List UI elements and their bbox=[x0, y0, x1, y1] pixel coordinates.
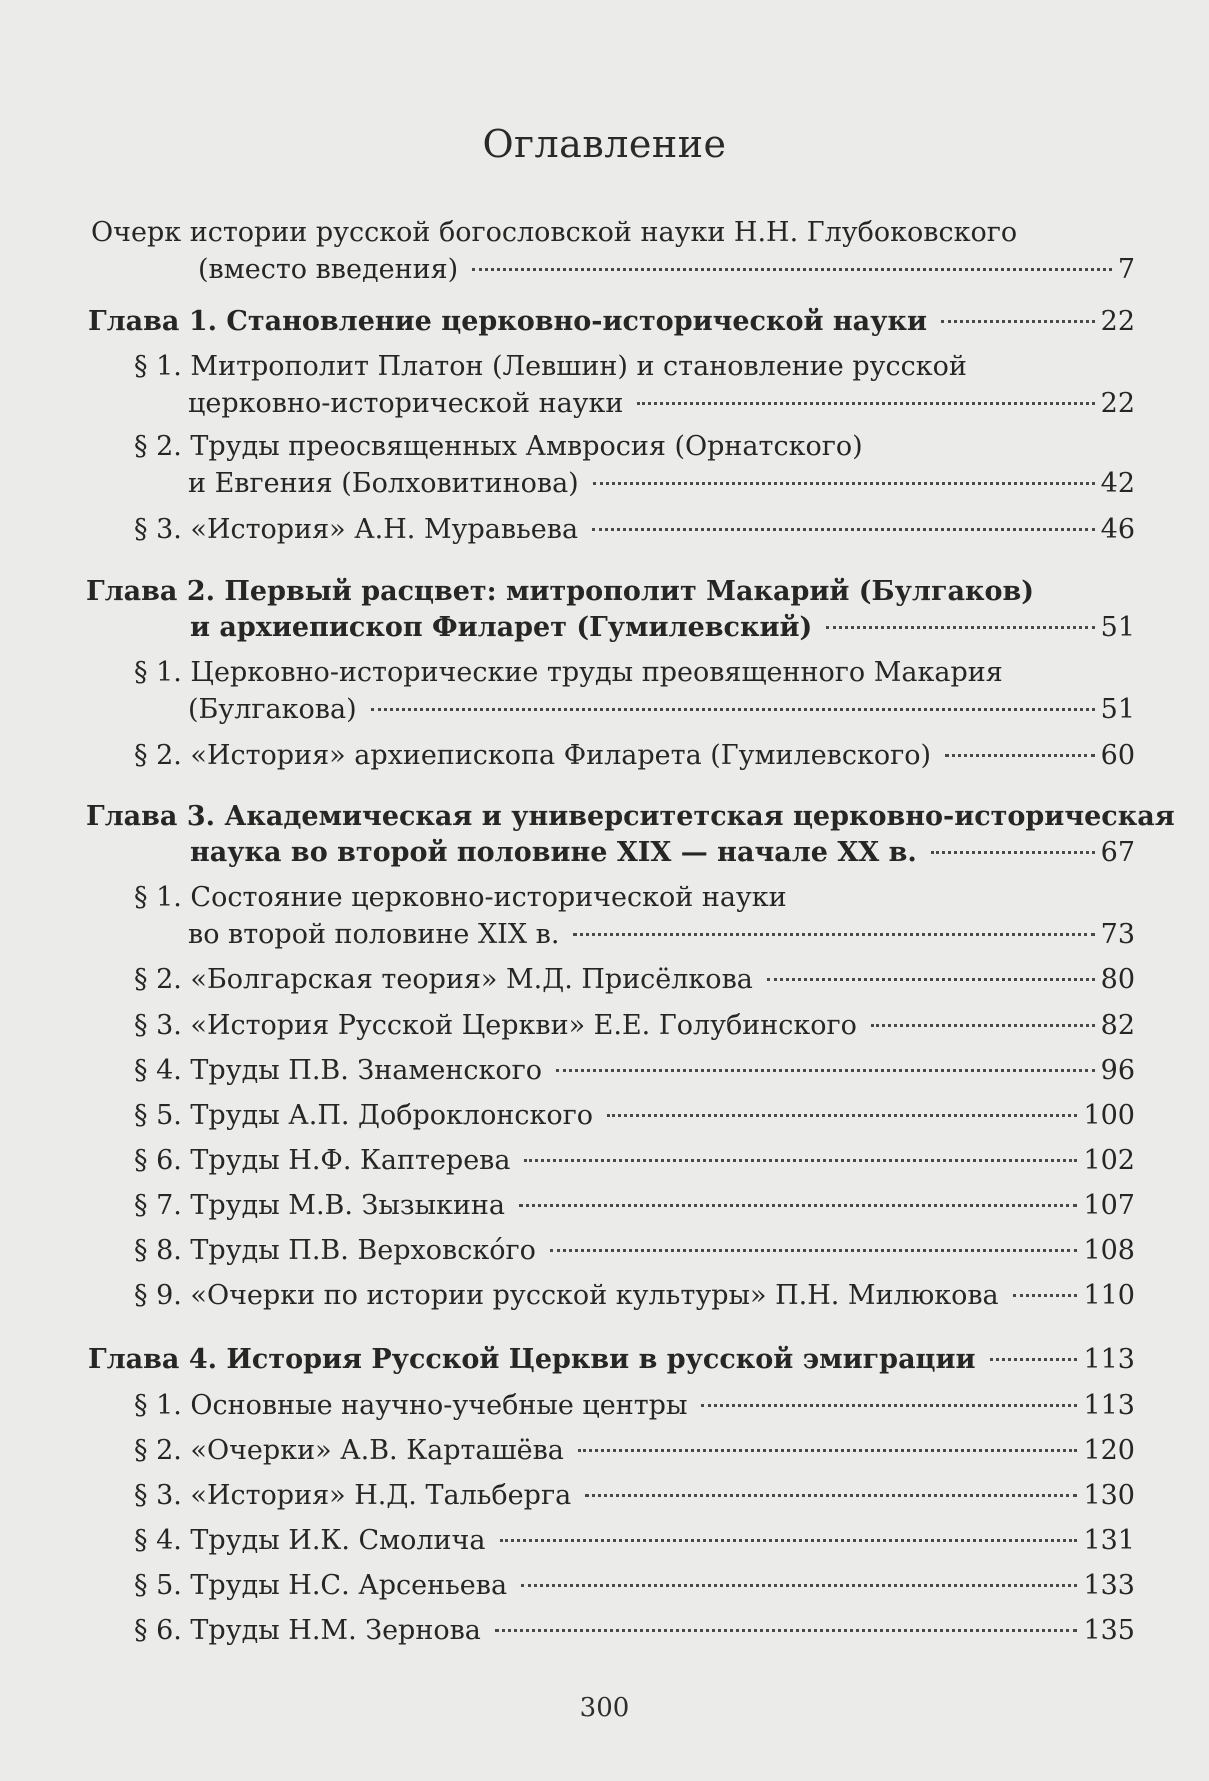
toc-chapter-2[interactable] bbox=[190, 610, 1135, 645]
ch1-s1-line1: § 1. Митрополит Платон (Левшин) и становление русской bbox=[134, 351, 967, 382]
toc-ch4-section-5[interactable] bbox=[134, 1568, 1135, 1603]
dot-leader bbox=[871, 1024, 1095, 1027]
ch4-s5-text: § 5. Труды Н.С. Арсеньева bbox=[134, 1570, 508, 1601]
page-number: 60 bbox=[1100, 740, 1135, 771]
page-number: 22 bbox=[1100, 388, 1135, 419]
toc-ch4-section-2[interactable] bbox=[134, 1433, 1135, 1468]
page-number: 102 bbox=[1083, 1145, 1135, 1176]
page-title: Оглавление bbox=[482, 122, 727, 166]
page-number: 107 bbox=[1083, 1190, 1135, 1221]
chapter-1-title: Глава 1. Становление церковно-исторической науки bbox=[88, 306, 927, 337]
ch4-s1-text: § 1. Основные научно-учебные центры bbox=[134, 1390, 688, 1421]
dot-leader bbox=[556, 1069, 1095, 1072]
dot-leader bbox=[945, 754, 1095, 757]
page-number: 73 bbox=[1100, 919, 1135, 950]
chapter-2-line1: Глава 2. Первый расцвет: митрополит Макарий (Булгаков) bbox=[86, 576, 1035, 607]
page-number: 108 bbox=[1083, 1235, 1135, 1266]
dot-leader bbox=[767, 978, 1095, 981]
chapter-2-line2: и архиепископ Филарет (Гумилевский) bbox=[190, 612, 813, 643]
toc-intro-line2: (вместо введения) bbox=[198, 254, 459, 285]
dot-leader bbox=[578, 1449, 1078, 1452]
chapter-3-line1: Глава 3. Академическая и университетская церковно-историческая bbox=[86, 801, 1175, 832]
dot-leader bbox=[524, 1159, 1077, 1162]
page-number: 51 bbox=[1100, 612, 1135, 643]
ch3-s5-text: § 5. Труды А.П. Доброклонского bbox=[134, 1100, 593, 1131]
page-number: 7 bbox=[1117, 254, 1135, 285]
dot-leader bbox=[931, 851, 1095, 854]
dot-leader bbox=[472, 268, 1112, 271]
dot-leader bbox=[573, 933, 1094, 936]
ch3-s1-line1: § 1. Состояние церковно-исторической науки bbox=[134, 882, 787, 913]
toc-intro-entry[interactable] bbox=[198, 252, 1135, 287]
ch4-s4-text: § 4. Труды И.К. Смолича bbox=[134, 1525, 486, 1556]
toc-chapter-3[interactable] bbox=[190, 835, 1135, 870]
dot-leader bbox=[637, 402, 1094, 405]
toc-ch3-section-4[interactable] bbox=[134, 1053, 1135, 1088]
dot-leader bbox=[500, 1539, 1078, 1542]
toc-ch4-section-3[interactable] bbox=[134, 1478, 1135, 1513]
dot-leader bbox=[519, 1204, 1077, 1207]
page-number: 100 bbox=[1083, 1100, 1135, 1131]
dot-leader bbox=[593, 482, 1095, 485]
toc-ch4-section-6[interactable] bbox=[134, 1613, 1135, 1648]
page-number: 131 bbox=[1083, 1525, 1135, 1556]
ch1-s2-line1: § 2. Труды преосвященных Амвросия (Орнатского) bbox=[134, 431, 863, 462]
toc-ch3-section-9[interactable] bbox=[134, 1278, 1135, 1313]
toc-ch4-section-4[interactable] bbox=[134, 1523, 1135, 1558]
ch1-s1-line2: церковно-исторической науки bbox=[188, 388, 624, 419]
toc-ch1-section-2[interactable] bbox=[188, 466, 1135, 501]
ch3-s2-text: § 2. «Болгарская теория» М.Д. Присёлкова bbox=[134, 964, 753, 995]
ch3-s3-text: § 3. «История Русской Церкви» Е.Е. Голубинского bbox=[134, 1010, 857, 1041]
dot-leader bbox=[585, 1494, 1077, 1497]
toc-ch3-section-5[interactable] bbox=[134, 1098, 1135, 1133]
toc-ch3-section-7[interactable] bbox=[134, 1188, 1135, 1223]
toc-ch4-section-1[interactable] bbox=[134, 1388, 1135, 1423]
ch2-s1-line2: (Булгакова) bbox=[188, 694, 357, 725]
page-folio-number: 300 bbox=[579, 1693, 630, 1723]
page-number: 130 bbox=[1083, 1480, 1135, 1511]
dot-leader bbox=[550, 1249, 1078, 1252]
ch1-s2-line2: и Евгения (Болховитинова) bbox=[188, 468, 579, 499]
dot-leader bbox=[941, 320, 1095, 323]
ch3-s9-text: § 9. «Очерки по истории русской культуры» П.Н. Милюкова bbox=[134, 1280, 999, 1311]
dot-leader bbox=[592, 528, 1095, 531]
dot-leader bbox=[521, 1584, 1077, 1587]
page-number: 82 bbox=[1100, 1010, 1135, 1041]
toc-ch2-section-1[interactable] bbox=[188, 692, 1135, 727]
ch1-s3-text: § 3. «История» А.Н. Муравьева bbox=[134, 514, 579, 545]
page-number: 51 bbox=[1100, 694, 1135, 725]
toc-ch3-section-2[interactable] bbox=[134, 962, 1135, 997]
dot-leader bbox=[701, 1404, 1077, 1407]
ch3-s6-text: § 6. Труды Н.Ф. Каптерева bbox=[134, 1145, 511, 1176]
page-number: 120 bbox=[1083, 1435, 1135, 1466]
page-number: 80 bbox=[1100, 964, 1135, 995]
toc-ch3-section-3[interactable] bbox=[134, 1008, 1135, 1043]
ch4-s2-text: § 2. «Очерки» А.В. Карташёва bbox=[134, 1435, 564, 1466]
ch3-s7-text: § 7. Труды М.В. Зызыкина bbox=[134, 1190, 506, 1221]
ch2-s2-text: § 2. «История» архиепископа Филарета (Гумилевского) bbox=[134, 740, 932, 771]
toc-ch2-section-2[interactable] bbox=[134, 738, 1135, 773]
toc-chapter-4[interactable] bbox=[88, 1342, 1135, 1377]
dot-leader bbox=[826, 626, 1094, 629]
toc-ch1-section-1[interactable] bbox=[188, 386, 1135, 421]
ch3-s1-line2: во второй половине XIX в. bbox=[188, 919, 560, 950]
toc-ch1-section-3[interactable] bbox=[134, 512, 1135, 547]
page-number: 22 bbox=[1100, 306, 1135, 337]
dot-leader bbox=[371, 708, 1095, 711]
dot-leader bbox=[495, 1629, 1078, 1632]
page-number: 46 bbox=[1100, 514, 1135, 545]
page-number: 67 bbox=[1100, 837, 1135, 868]
page-number: 42 bbox=[1100, 468, 1135, 499]
page-number: 110 bbox=[1083, 1280, 1135, 1311]
ch4-s3-text: § 3. «История» Н.Д. Тальберга bbox=[134, 1480, 572, 1511]
toc-ch3-section-8[interactable] bbox=[134, 1233, 1135, 1268]
toc-ch3-section-1[interactable] bbox=[188, 917, 1135, 952]
page-number: 113 bbox=[1083, 1344, 1135, 1375]
dot-leader bbox=[990, 1358, 1078, 1361]
toc-chapter-1[interactable] bbox=[88, 304, 1135, 339]
ch2-s1-line1: § 1. Церковно-исторические труды преовященного Макария bbox=[134, 657, 1003, 688]
ch3-s4-text: § 4. Труды П.В. Знаменского bbox=[134, 1055, 542, 1086]
page-number: 135 bbox=[1083, 1615, 1135, 1646]
page-number: 96 bbox=[1100, 1055, 1135, 1086]
ch4-s6-text: § 6. Труды Н.М. Зернова bbox=[134, 1615, 481, 1646]
dot-leader bbox=[1013, 1294, 1078, 1297]
toc-intro-line1: Очерк истории русской богословской науки Н.Н. Глубоковского bbox=[91, 217, 1018, 248]
page-number: 133 bbox=[1083, 1570, 1135, 1601]
dot-leader bbox=[607, 1114, 1077, 1117]
page-number: 113 bbox=[1083, 1390, 1135, 1421]
chapter-4-title: Глава 4. История Русской Церкви в русской эмиграции bbox=[88, 1344, 976, 1375]
toc-ch3-section-6[interactable] bbox=[134, 1143, 1135, 1178]
ch3-s8-text: § 8. Труды П.В. Верховско́го bbox=[134, 1235, 536, 1266]
chapter-3-line2: наука во второй половине XIX — начале XX в. bbox=[190, 837, 917, 868]
